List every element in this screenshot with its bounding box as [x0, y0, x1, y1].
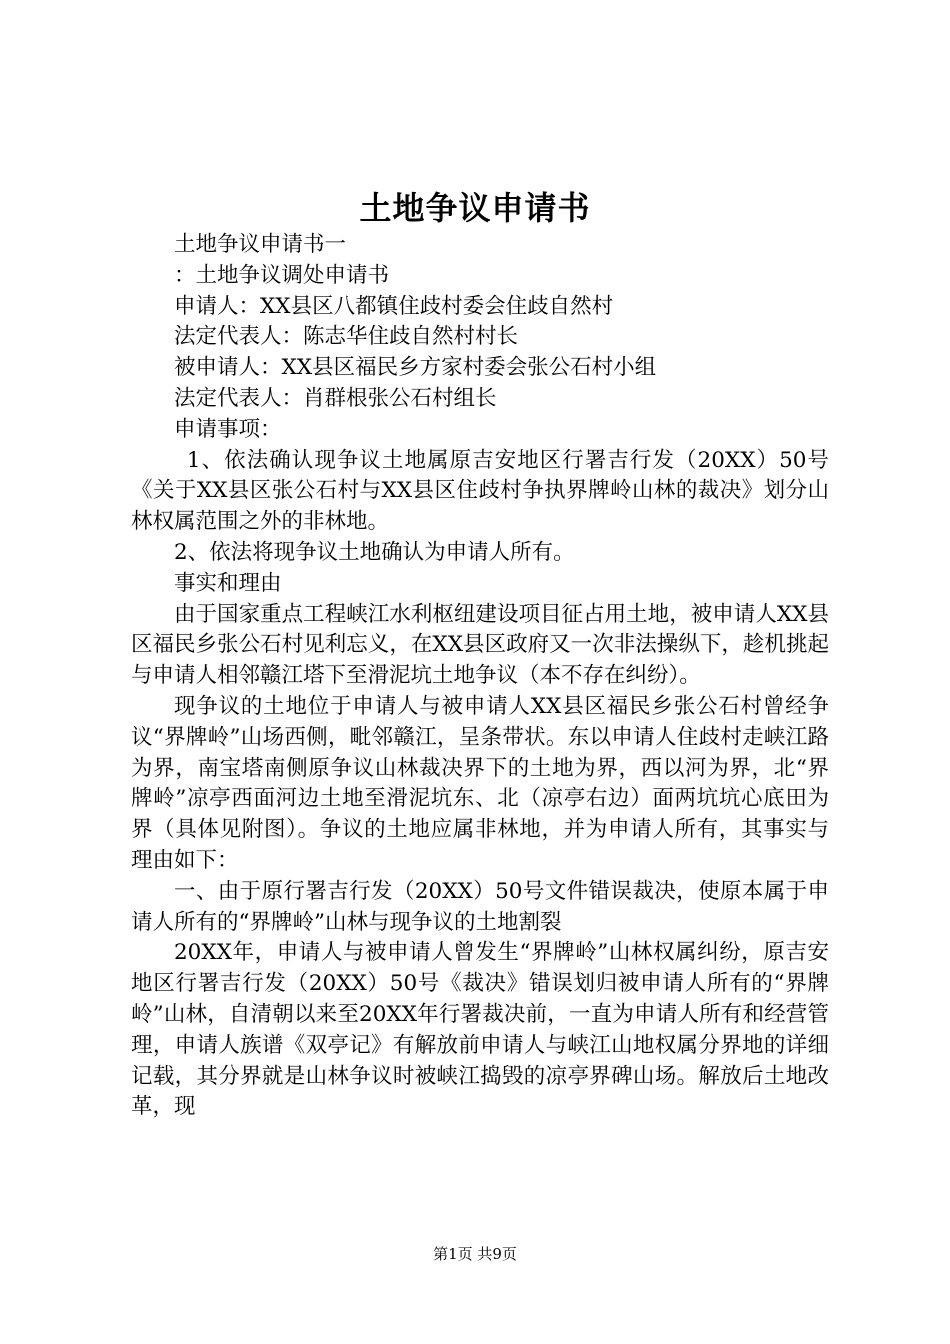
paragraph: 申请事项：	[174, 416, 282, 442]
paragraph: 现争议的土地位于申请人与被申请人XX县区福民乡张公石村曾经争议“界牌岭”山场西侧，毗邻赣江，呈条带状。东以申请人住歧村走峡江路为界，南宝塔南侧原争议山林裁决界下的土地为界，西以河为界，北“界牌岭”凉亭西面河边土地至滑泥坑东、北（凉亭右边）面两坑坑心底田为界（具体见附图）。争议的土地应属非林地，并为申请人所有，其事实与理由如下：	[131, 693, 829, 873]
paragraph: ：土地争议调处申请书	[174, 262, 390, 288]
paragraph: 一、由于原行署吉行发（20XX）50号文件错误裁决，使原本属于申请人所有的“界牌岭”山林与现争议的土地割裂	[131, 878, 829, 935]
document-title: 土地争议申请书	[359, 189, 591, 227]
page-footer: 第1页 共9页	[433, 1245, 517, 1263]
paragraph: 法定代表人：陈志华住歧自然村村长	[174, 324, 519, 350]
paragraph: 2、依法将现争议土地确认为申请人所有。	[174, 539, 575, 565]
paragraph: 1、依法确认现争议土地属原吉安地区行署吉行发（20XX）50号《关于XX县区张公石村与XX县区住歧村争执界牌岭山林的裁决》划分山林权属范围之外的非林地。	[131, 447, 829, 535]
paragraph: 事实和理由	[174, 570, 282, 596]
document-body	[131, 230, 829, 1123]
paragraph: 20XX年，申请人与被申请人曾发生“界牌岭”山林权属纠纷，原吉安地区行署吉行发（20XX）50号《裁决》错误划归被申请人所有的“界牌岭”山林，自清朝以来至20XX年行署裁决前，一直为申请人所有和经营管理，申请人族谱《双亭记》有解放前申请人与峡江山地权属分界地的详细记载，其分界就是山林争议时被峡江捣毁的凉亭界碑山场。解放后土地改革，现	[131, 940, 829, 1120]
paragraph: 土地争议申请书一	[174, 232, 347, 257]
paragraph: 被申请人：XX县区福民乡方家村委会张公石村小组	[174, 355, 657, 381]
paragraph: 法定代表人：肖群根张公石村组长	[174, 385, 497, 411]
paragraph: 由于国家重点工程峡江水利枢纽建设项目征占用土地，被申请人XX县区福民乡张公石村见利忘义，在XX县区政府又一次非法操纵下，趁机挑起与申请人相邻赣江塔下至滑泥坑土地争议（本不存在纠纷）。	[131, 601, 829, 689]
paragraph: 申请人：XX县区八都镇住歧村委会住歧自然村	[174, 293, 614, 319]
